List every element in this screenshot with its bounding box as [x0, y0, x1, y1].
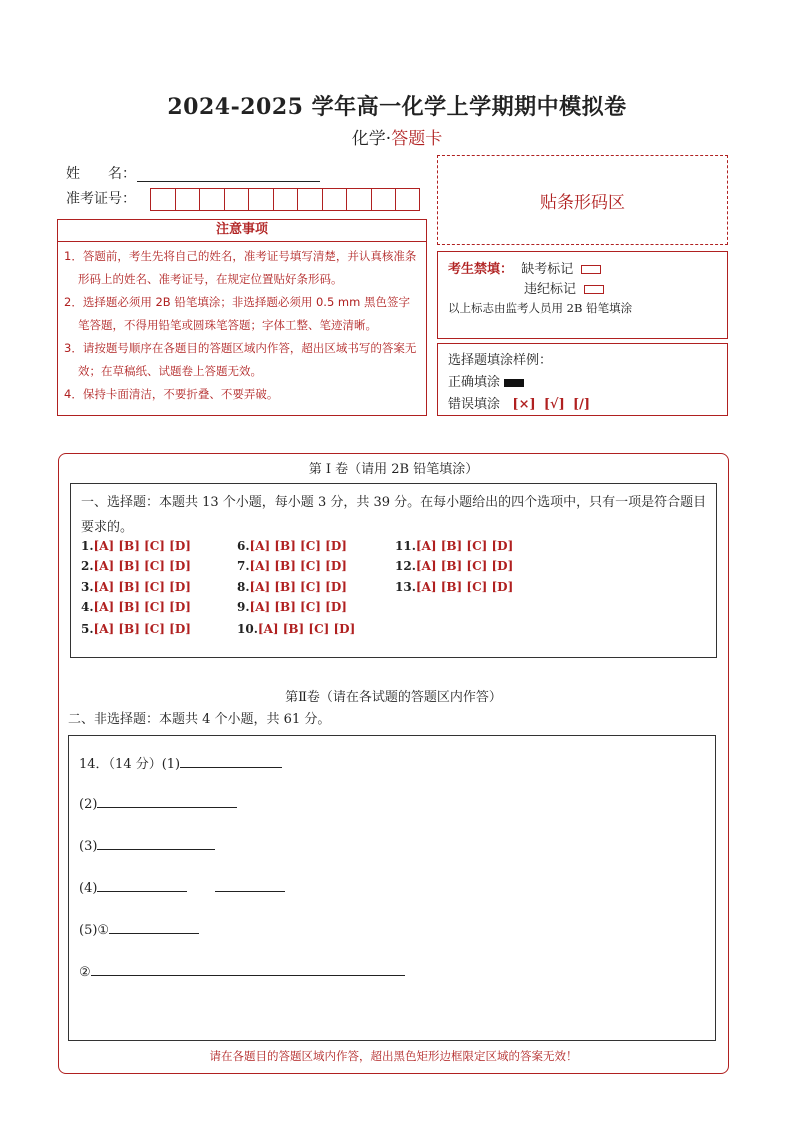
mc-question[interactable]: 12.[A] [B] [C] [D]: [395, 559, 514, 573]
barcode-area: 贴条形码区: [437, 155, 728, 245]
correct-fill-label: 正确填涂: [448, 375, 501, 390]
mc-question[interactable]: 6.[A] [B] [C] [D]: [237, 539, 347, 553]
notice-item: 2．选择题必须用 2B 铅笔填涂；非选择题必须用 0.5 mm 黑色签字笔答题，不得用铅笔或圆珠笔答题；字体工整、笔迹清晰。: [64, 295, 410, 332]
wrong-fill-label: 错误填涂: [448, 397, 501, 412]
id-cell[interactable]: [199, 188, 224, 211]
answer-blank[interactable]: [109, 921, 199, 934]
name-label: 姓 名：: [66, 166, 136, 182]
mc-question[interactable]: 11.[A] [B] [C] [D]: [395, 539, 514, 553]
answer-blank[interactable]: [91, 963, 405, 976]
q14-part6: ②: [79, 963, 405, 980]
mc-question[interactable]: 1.[A] [B] [C] [D]: [81, 539, 191, 553]
q14-part4: (4): [79, 879, 285, 896]
violation-mark[interactable]: [584, 285, 604, 294]
part1-title: 第 I 卷（请用 2B 铅笔填涂）: [308, 462, 479, 477]
answer-blank[interactable]: [97, 879, 187, 892]
mc-question[interactable]: 5.[A] [B] [C] [D]: [81, 622, 191, 636]
absent-label: 缺考标记: [521, 262, 574, 277]
notice-heading: 注意事项: [57, 219, 427, 242]
absent-mark[interactable]: [581, 265, 601, 274]
answer-blank[interactable]: [97, 795, 237, 808]
mc-question[interactable]: 4.[A] [B] [C] [D]: [81, 600, 191, 614]
wrong-mark-x: [×]: [512, 397, 536, 412]
id-cell[interactable]: [371, 188, 396, 211]
exam-id-boxes[interactable]: [150, 188, 420, 211]
part1-instruction: 一、选择题：本题共 13 个小题，每小题 3 分，共 39 分。在每小题给出的四个选项中，只有一项是符合题目要求的。: [81, 495, 707, 535]
answer-blank[interactable]: [215, 879, 285, 892]
part2-title: 第Ⅱ卷（请在各试题的答题区内作答）: [285, 690, 502, 705]
page-subtitle: 化学·答题卡: [351, 129, 443, 149]
mc-question[interactable]: 8.[A] [B] [C] [D]: [237, 580, 347, 594]
id-cell[interactable]: [395, 188, 420, 211]
wrong-mark-slash: [/]: [573, 397, 591, 412]
id-cell[interactable]: [248, 188, 273, 211]
id-cell[interactable]: [175, 188, 200, 211]
id-cell[interactable]: [322, 188, 347, 211]
answer-blank[interactable]: [180, 755, 282, 768]
correct-fill-mark: [504, 379, 524, 387]
violation-label: 违纪标记: [524, 282, 577, 297]
q14-part2: (2): [79, 795, 237, 812]
notice-item: 1．答题前，考生先将自己的姓名，准考证号填写清楚，并认真核准条形码上的姓名、准考证号，在规定位置贴好条形码。: [64, 249, 417, 286]
wrong-mark-check: [√]: [543, 397, 565, 412]
name-field[interactable]: [137, 163, 320, 182]
mc-question[interactable]: 13.[A] [B] [C] [D]: [395, 580, 514, 594]
exam-ban-box: [437, 251, 728, 339]
notice-box: [57, 241, 427, 416]
mc-question[interactable]: 9.[A] [B] [C] [D]: [237, 600, 347, 614]
id-cell[interactable]: [224, 188, 249, 211]
mc-question[interactable]: 7.[A] [B] [C] [D]: [237, 559, 347, 573]
id-label: 准考证号：: [66, 191, 136, 207]
q14-part5: (5)①: [79, 921, 199, 938]
exam-ban-note: 以上标志由监考人员用 2B 铅笔填涂: [448, 301, 633, 315]
mc-question[interactable]: 2.[A] [B] [C] [D]: [81, 559, 191, 573]
id-cell[interactable]: [273, 188, 298, 211]
mc-question[interactable]: 10.[A] [B] [C] [D]: [237, 622, 356, 636]
answer-blank[interactable]: [97, 837, 215, 850]
mc-question[interactable]: 3.[A] [B] [C] [D]: [81, 580, 191, 594]
id-cell[interactable]: [150, 188, 175, 211]
exam-ban-label: 考生禁填：: [448, 262, 514, 277]
part2-instruction: 二、非选择题：本题共 4 个小题，共 61 分。: [68, 712, 331, 727]
footer-warning: 请在各题目的答题区域内作答，超出黑色矩形边框限定区域的答案无效！: [209, 1049, 578, 1063]
q14-part3: (3): [79, 837, 215, 854]
id-cell[interactable]: [297, 188, 322, 211]
notice-item: 3．请按题号顺序在各题目的答题区域内作答，超出区域书写的答案无效；在草稿纸、试题卷上答题无效。: [64, 341, 417, 378]
sample-title: 选择题填涂样例：: [448, 353, 553, 368]
page-title: 2024-2025 学年高一化学上学期期中模拟卷: [167, 94, 627, 120]
q14-part1: 14．（14 分）(1): [79, 753, 282, 772]
notice-item: 4．保持卡面清洁，不要折叠、不要弄破。: [64, 387, 279, 401]
fill-sample-box: [437, 343, 728, 416]
id-cell[interactable]: [346, 188, 371, 211]
